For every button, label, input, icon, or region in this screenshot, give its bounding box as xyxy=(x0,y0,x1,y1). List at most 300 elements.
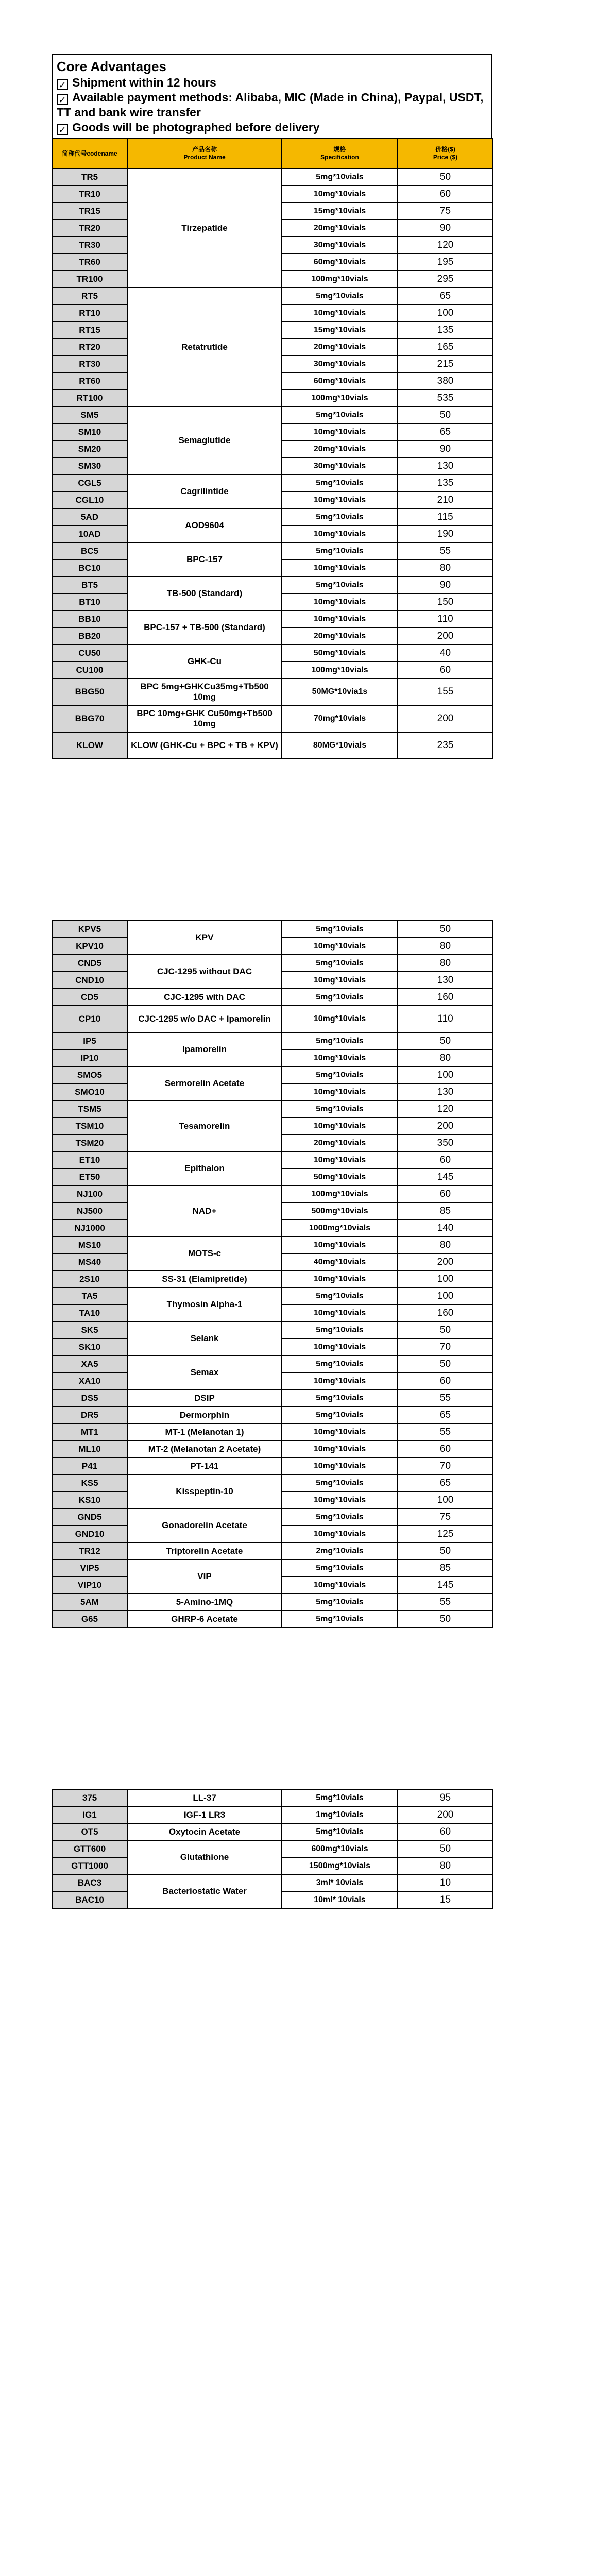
product-specification: 5mg*10vials xyxy=(282,474,398,492)
table-row xyxy=(52,921,493,938)
table-row xyxy=(52,955,493,972)
product-specification: 10mg*10vials xyxy=(282,1338,398,1355)
product-code: BC10 xyxy=(52,560,127,577)
header-price xyxy=(398,139,493,168)
product-price: 90 xyxy=(398,577,493,594)
product-specification: 5mg*10vials xyxy=(282,1475,398,1492)
product-code: SMO5 xyxy=(52,1066,127,1083)
product-price: 50 xyxy=(398,1032,493,1049)
product-price: 155 xyxy=(398,679,493,705)
product-code: KPV5 xyxy=(52,921,127,938)
header-spec-en: Specification xyxy=(320,154,359,161)
product-price: 80 xyxy=(398,560,493,577)
product-code: 5AD xyxy=(52,509,127,526)
product-specification: 100mg*10vials xyxy=(282,1185,398,1202)
product-code: CGL10 xyxy=(52,492,127,509)
product-price: 60 xyxy=(398,1372,493,1389)
product-specification: 10mg*10vials xyxy=(282,1492,398,1509)
product-price: 100 xyxy=(398,1066,493,1083)
core-advantages xyxy=(52,54,492,138)
table-row xyxy=(52,168,493,185)
product-specification: 5mg*10vials xyxy=(282,287,398,304)
product-price: 60 xyxy=(398,1440,493,1458)
product-price: 380 xyxy=(398,372,493,389)
product-name: DSIP xyxy=(127,1389,282,1406)
product-specification: 80MG*10vials xyxy=(282,732,398,759)
product-name: Selank xyxy=(127,1321,282,1355)
product-specification: 10mg*10vials xyxy=(282,1006,398,1032)
product-specification: 5mg*10vials xyxy=(282,989,398,1006)
product-price: 65 xyxy=(398,1475,493,1492)
table-row xyxy=(52,1185,493,1202)
product-code: CND5 xyxy=(52,955,127,972)
product-specification: 100mg*10vials xyxy=(282,270,398,287)
advantage-item xyxy=(57,120,487,135)
product-specification: 10mg*10vials xyxy=(282,1372,398,1389)
table-row xyxy=(52,1270,493,1287)
product-price: 150 xyxy=(398,594,493,611)
table-row xyxy=(52,1475,493,1492)
product-price: 140 xyxy=(398,1219,493,1236)
product-code: NJ500 xyxy=(52,1202,127,1219)
product-specification: 1000mg*10vials xyxy=(282,1219,398,1236)
product-price: 120 xyxy=(398,1100,493,1117)
product-specification: 10mg*10vials xyxy=(282,526,398,543)
table-row xyxy=(52,1458,493,1475)
product-name: Oxytocin Acetate xyxy=(127,1823,282,1840)
table-row xyxy=(52,1236,493,1253)
table-row xyxy=(52,1321,493,1338)
product-specification: 10mg*10vials xyxy=(282,1526,398,1543)
product-price: 80 xyxy=(398,938,493,955)
product-specification: 10mg*10vials xyxy=(282,304,398,321)
product-price: 60 xyxy=(398,1823,493,1840)
product-code: 2S10 xyxy=(52,1270,127,1287)
product-specification: 10mg*10vials xyxy=(282,423,398,440)
product-name: GHRP-6 Acetate xyxy=(127,1611,282,1628)
price-table-2 xyxy=(52,920,493,1628)
advantage-text: Goods will be photographed before delivery xyxy=(72,121,320,134)
product-price: 295 xyxy=(398,270,493,287)
product-name: Gonadorelin Acetate xyxy=(127,1509,282,1543)
product-price: 100 xyxy=(398,1287,493,1304)
product-name: Semax xyxy=(127,1355,282,1389)
product-price: 200 xyxy=(398,1806,493,1823)
product-price: 75 xyxy=(398,202,493,219)
product-code: KPV10 xyxy=(52,938,127,955)
product-specification: 10mg*10vials xyxy=(282,1577,398,1594)
table-row xyxy=(52,1806,493,1823)
product-code: DS5 xyxy=(52,1389,127,1406)
product-price: 195 xyxy=(398,253,493,270)
product-code: IP5 xyxy=(52,1032,127,1049)
product-name: AOD9604 xyxy=(127,509,282,543)
table-row xyxy=(52,1100,493,1117)
price-list-page2 xyxy=(52,920,493,1628)
product-name: Bacteriostatic Water xyxy=(127,1874,282,1908)
product-specification: 60mg*10vials xyxy=(282,372,398,389)
table-row xyxy=(52,705,493,732)
table-row xyxy=(52,1874,493,1891)
product-code: GTT1000 xyxy=(52,1857,127,1874)
product-specification: 3ml* 10vials xyxy=(282,1874,398,1891)
product-specification: 5mg*10vials xyxy=(282,1560,398,1577)
product-price: 40 xyxy=(398,645,493,662)
table-row xyxy=(52,1355,493,1372)
product-code: CU100 xyxy=(52,662,127,679)
table-row xyxy=(52,1840,493,1857)
checkbox-icon: ✓ xyxy=(57,79,68,90)
table-row xyxy=(52,1406,493,1423)
product-code: BBG50 xyxy=(52,679,127,705)
table-row xyxy=(52,1006,493,1032)
product-name: CJC-1295 with DAC xyxy=(127,989,282,1006)
product-code: 375 xyxy=(52,1789,127,1806)
product-specification: 10ml* 10vials xyxy=(282,1891,398,1908)
product-price: 200 xyxy=(398,1253,493,1270)
product-code: RT5 xyxy=(52,287,127,304)
product-code: BB20 xyxy=(52,628,127,645)
product-code: KS10 xyxy=(52,1492,127,1509)
product-code: RT30 xyxy=(52,355,127,372)
product-name: TB-500 (Standard) xyxy=(127,577,282,611)
product-specification: 5mg*10vials xyxy=(282,1287,398,1304)
product-code: 10AD xyxy=(52,526,127,543)
table-row xyxy=(52,577,493,594)
product-specification: 5mg*10vials xyxy=(282,1100,398,1117)
table-row xyxy=(52,645,493,662)
product-price: 210 xyxy=(398,492,493,509)
product-name: CJC-1295 w/o DAC + Ipamorelin xyxy=(127,1006,282,1032)
product-specification: 50mg*10vials xyxy=(282,645,398,662)
product-price: 125 xyxy=(398,1526,493,1543)
product-specification: 10mg*10vials xyxy=(282,1083,398,1100)
product-code: SK5 xyxy=(52,1321,127,1338)
table-row xyxy=(52,509,493,526)
product-code: TR12 xyxy=(52,1543,127,1560)
product-price: 50 xyxy=(398,406,493,423)
product-specification: 5mg*10vials xyxy=(282,168,398,185)
product-specification: 10mg*10vials xyxy=(282,1236,398,1253)
table-row xyxy=(52,611,493,628)
product-specification: 10mg*10vials xyxy=(282,594,398,611)
product-specification: 10mg*10vials xyxy=(282,1049,398,1066)
product-code: TR100 xyxy=(52,270,127,287)
product-name: BPC 10mg+GHK Cu50mg+Tb500 10mg xyxy=(127,705,282,732)
header-name-cn: 产品名称 xyxy=(192,146,217,153)
product-specification: 5mg*10vials xyxy=(282,1789,398,1806)
table-row xyxy=(52,1560,493,1577)
product-specification: 30mg*10vials xyxy=(282,236,398,253)
product-price: 65 xyxy=(398,287,493,304)
product-name: Glutathione xyxy=(127,1840,282,1874)
product-code: DR5 xyxy=(52,1406,127,1423)
product-code: GND5 xyxy=(52,1509,127,1526)
product-specification: 10mg*10vials xyxy=(282,560,398,577)
table-row xyxy=(52,1594,493,1611)
header-spec-cn: 规格 xyxy=(333,146,346,153)
product-price: 80 xyxy=(398,1236,493,1253)
product-code: MS10 xyxy=(52,1236,127,1253)
product-code: SMO10 xyxy=(52,1083,127,1100)
checkbox-icon: ✓ xyxy=(57,124,68,135)
table-row xyxy=(52,1789,493,1806)
table-row xyxy=(52,287,493,304)
product-price: 235 xyxy=(398,732,493,759)
product-specification: 1500mg*10vials xyxy=(282,1857,398,1874)
product-code: SK10 xyxy=(52,1338,127,1355)
product-specification: 15mg*10vials xyxy=(282,321,398,338)
product-code: TSM10 xyxy=(52,1117,127,1134)
product-price: 85 xyxy=(398,1560,493,1577)
product-specification: 40mg*10vials xyxy=(282,1253,398,1270)
product-price: 55 xyxy=(398,1389,493,1406)
product-price: 85 xyxy=(398,1202,493,1219)
product-price: 60 xyxy=(398,185,493,202)
product-name: Tesamorelin xyxy=(127,1100,282,1151)
table-row xyxy=(52,679,493,705)
product-specification: 5mg*10vials xyxy=(282,1406,398,1423)
product-code: SM10 xyxy=(52,423,127,440)
table-row xyxy=(52,989,493,1006)
product-price: 145 xyxy=(398,1577,493,1594)
product-code: BT5 xyxy=(52,577,127,594)
table-row xyxy=(52,1032,493,1049)
product-price: 90 xyxy=(398,440,493,457)
product-code: SM5 xyxy=(52,406,127,423)
product-code: SM20 xyxy=(52,440,127,457)
product-code: TSM5 xyxy=(52,1100,127,1117)
header-specification xyxy=(282,139,398,168)
product-specification: 100mg*10vials xyxy=(282,662,398,679)
table-header-row xyxy=(52,139,493,168)
product-code: G65 xyxy=(52,1611,127,1628)
product-price: 60 xyxy=(398,662,493,679)
product-code: 5AM xyxy=(52,1594,127,1611)
product-name: Cagrilintide xyxy=(127,474,282,509)
product-price: 160 xyxy=(398,1304,493,1321)
product-name: Tirzepatide xyxy=(127,168,282,287)
header-name-en: Product Name xyxy=(183,154,226,161)
product-name: Triptorelin Acetate xyxy=(127,1543,282,1560)
product-price: 165 xyxy=(398,338,493,355)
product-specification: 15mg*10vials xyxy=(282,202,398,219)
product-code: TA10 xyxy=(52,1304,127,1321)
product-code: BBG70 xyxy=(52,705,127,732)
product-price: 200 xyxy=(398,1117,493,1134)
product-specification: 50mg*10vials xyxy=(282,1168,398,1185)
product-price: 200 xyxy=(398,705,493,732)
product-code: ET10 xyxy=(52,1151,127,1168)
product-specification: 30mg*10vials xyxy=(282,355,398,372)
table-row xyxy=(52,1287,493,1304)
product-price: 70 xyxy=(398,1338,493,1355)
product-specification: 5mg*10vials xyxy=(282,1823,398,1840)
product-code: GND10 xyxy=(52,1526,127,1543)
table-row xyxy=(52,1151,493,1168)
product-specification: 10mg*10vials xyxy=(282,1304,398,1321)
header-price-cn: 价格($) xyxy=(435,146,455,153)
price-table-3 xyxy=(52,1789,493,1909)
product-price: 50 xyxy=(398,168,493,185)
advantages-title: Core Advantages xyxy=(57,59,166,74)
product-specification: 10mg*10vials xyxy=(282,185,398,202)
product-price: 100 xyxy=(398,304,493,321)
product-price: 80 xyxy=(398,1049,493,1066)
table-row xyxy=(52,474,493,492)
product-specification: 10mg*10vials xyxy=(282,1458,398,1475)
product-code: CP10 xyxy=(52,1006,127,1032)
product-specification: 100mg*10vials xyxy=(282,389,398,406)
product-price: 190 xyxy=(398,526,493,543)
product-price: 100 xyxy=(398,1270,493,1287)
product-price: 535 xyxy=(398,389,493,406)
product-specification: 5mg*10vials xyxy=(282,1321,398,1338)
product-price: 10 xyxy=(398,1874,493,1891)
product-code: TR30 xyxy=(52,236,127,253)
product-name: Semaglutide xyxy=(127,406,282,474)
product-specification: 5mg*10vials xyxy=(282,1611,398,1628)
product-code: NJ100 xyxy=(52,1185,127,1202)
product-name: GHK-Cu xyxy=(127,645,282,679)
product-price: 115 xyxy=(398,509,493,526)
product-name: MT-2 (Melanotan 2 Acetate) xyxy=(127,1440,282,1458)
table-row xyxy=(52,1823,493,1840)
product-code: TR20 xyxy=(52,219,127,236)
product-code: CGL5 xyxy=(52,474,127,492)
product-price: 145 xyxy=(398,1168,493,1185)
product-code: TA5 xyxy=(52,1287,127,1304)
product-name: BPC-157 xyxy=(127,543,282,577)
table-body xyxy=(52,1789,493,1908)
product-specification: 600mg*10vials xyxy=(282,1840,398,1857)
checkbox-icon: ✓ xyxy=(57,94,68,105)
product-code: TSM20 xyxy=(52,1134,127,1151)
product-code: IG1 xyxy=(52,1806,127,1823)
product-code: OT5 xyxy=(52,1823,127,1840)
product-name: Dermorphin xyxy=(127,1406,282,1423)
product-code: RT10 xyxy=(52,304,127,321)
product-code: TR5 xyxy=(52,168,127,185)
product-code: SM30 xyxy=(52,457,127,474)
advantage-item xyxy=(57,90,487,120)
product-price: 160 xyxy=(398,989,493,1006)
product-specification: 5mg*10vials xyxy=(282,509,398,526)
product-code: NJ1000 xyxy=(52,1219,127,1236)
advantage-item xyxy=(57,75,487,90)
table-row xyxy=(52,732,493,759)
product-price: 50 xyxy=(398,1840,493,1857)
product-specification: 5mg*10vials xyxy=(282,955,398,972)
table-body xyxy=(52,168,493,759)
product-code: RT20 xyxy=(52,338,127,355)
price-table-1 xyxy=(52,138,493,759)
product-name: Sermorelin Acetate xyxy=(127,1066,282,1100)
product-price: 130 xyxy=(398,1083,493,1100)
product-code: GTT600 xyxy=(52,1840,127,1857)
product-name: VIP xyxy=(127,1560,282,1594)
product-specification: 10mg*10vials xyxy=(282,972,398,989)
table-body xyxy=(52,921,493,1628)
product-price: 130 xyxy=(398,457,493,474)
product-price: 75 xyxy=(398,1509,493,1526)
product-name: KLOW (GHK-Cu + BPC + TB + KPV) xyxy=(127,732,282,759)
product-price: 70 xyxy=(398,1458,493,1475)
product-code: TR10 xyxy=(52,185,127,202)
product-code: BC5 xyxy=(52,543,127,560)
product-code: TR60 xyxy=(52,253,127,270)
product-price: 60 xyxy=(398,1151,493,1168)
product-specification: 10mg*10vials xyxy=(282,492,398,509)
product-name: NAD+ xyxy=(127,1185,282,1236)
product-code: BB10 xyxy=(52,611,127,628)
product-specification: 20mg*10vials xyxy=(282,338,398,355)
product-specification: 2mg*10vials xyxy=(282,1543,398,1560)
price-list-page1 xyxy=(52,54,492,759)
product-specification: 5mg*10vials xyxy=(282,543,398,560)
product-price: 350 xyxy=(398,1134,493,1151)
product-specification: 30mg*10vials xyxy=(282,457,398,474)
product-code: CU50 xyxy=(52,645,127,662)
product-code: MT1 xyxy=(52,1423,127,1440)
product-code: P41 xyxy=(52,1458,127,1475)
product-specification: 10mg*10vials xyxy=(282,1270,398,1287)
product-price: 55 xyxy=(398,1594,493,1611)
product-price: 110 xyxy=(398,1006,493,1032)
product-code: RT15 xyxy=(52,321,127,338)
header-product-name xyxy=(127,139,282,168)
product-code: MS40 xyxy=(52,1253,127,1270)
product-code: CD5 xyxy=(52,989,127,1006)
product-code: TR15 xyxy=(52,202,127,219)
product-name: IGF-1 LR3 xyxy=(127,1806,282,1823)
table-row xyxy=(52,1543,493,1560)
product-specification: 5mg*10vials xyxy=(282,1032,398,1049)
product-name: Ipamorelin xyxy=(127,1032,282,1066)
price-list-page3 xyxy=(52,1789,493,1909)
product-price: 50 xyxy=(398,1321,493,1338)
product-price: 65 xyxy=(398,423,493,440)
product-price: 100 xyxy=(398,1492,493,1509)
product-code: KS5 xyxy=(52,1475,127,1492)
product-price: 50 xyxy=(398,1543,493,1560)
product-price: 50 xyxy=(398,1355,493,1372)
product-name: PT-141 xyxy=(127,1458,282,1475)
table-row xyxy=(52,1509,493,1526)
product-code: BAC3 xyxy=(52,1874,127,1891)
product-price: 215 xyxy=(398,355,493,372)
product-specification: 20mg*10vials xyxy=(282,440,398,457)
product-code: VIP5 xyxy=(52,1560,127,1577)
product-specification: 5mg*10vials xyxy=(282,1355,398,1372)
product-code: KLOW xyxy=(52,732,127,759)
product-specification: 10mg*10vials xyxy=(282,1151,398,1168)
product-specification: 500mg*10vials xyxy=(282,1202,398,1219)
product-specification: 5mg*10vials xyxy=(282,1066,398,1083)
product-price: 110 xyxy=(398,611,493,628)
product-price: 65 xyxy=(398,1406,493,1423)
table-row xyxy=(52,406,493,423)
product-price: 200 xyxy=(398,628,493,645)
product-specification: 60mg*10vials xyxy=(282,253,398,270)
product-name: MOTS-c xyxy=(127,1236,282,1270)
advantage-text: Available payment methods: Alibaba, MIC (Made in China), Paypal, USDT, TT and bank wire transfer xyxy=(57,91,484,119)
product-price: 55 xyxy=(398,1423,493,1440)
product-name: BPC-157 + TB-500 (Standard) xyxy=(127,611,282,645)
product-name: LL-37 xyxy=(127,1789,282,1806)
product-price: 60 xyxy=(398,1185,493,1202)
product-code: BAC10 xyxy=(52,1891,127,1908)
